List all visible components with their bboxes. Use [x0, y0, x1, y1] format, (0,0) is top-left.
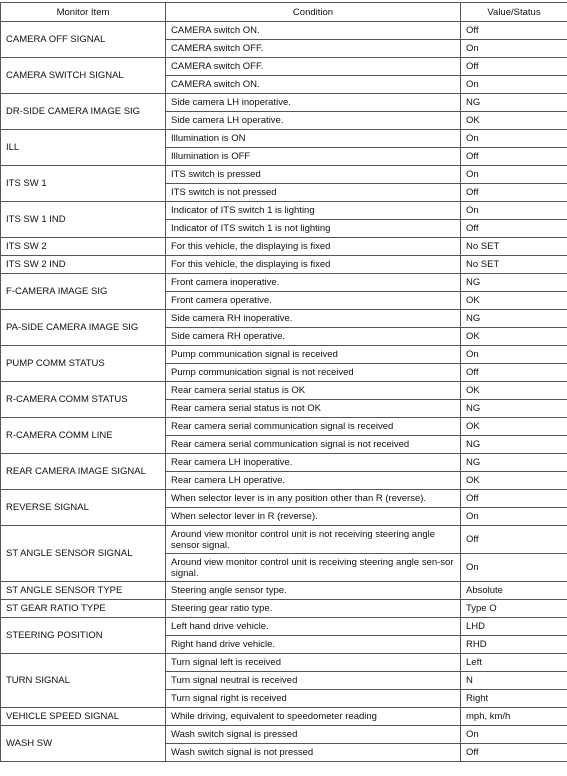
- table-row: [1, 708, 567, 726]
- value-status-cell: On: [461, 76, 567, 94]
- monitor-item-cell: ITS SW 2: [1, 238, 166, 256]
- condition-cell: Right hand drive vehicle.: [166, 636, 461, 654]
- condition-cell: CAMERA switch OFF.: [166, 40, 461, 58]
- condition-cell: Side camera LH operative.: [166, 112, 461, 130]
- condition-cell: Around view monitor control unit is not receiving steering angle sensor signal.: [166, 526, 461, 554]
- condition-cell: ITS switch is not pressed: [166, 184, 461, 202]
- monitor-item-cell: CAMERA SWITCH SIGNAL: [1, 58, 166, 94]
- value-status-cell: NG: [461, 436, 567, 454]
- condition-cell: Pump communication signal is not received: [166, 364, 461, 382]
- condition-cell: CAMERA switch ON.: [166, 22, 461, 40]
- table-body: [1, 22, 567, 762]
- condition-cell: Rear camera serial status is OK: [166, 382, 461, 400]
- value-status-cell: LHD: [461, 618, 567, 636]
- header-monitor-item: Monitor Item: [1, 3, 166, 22]
- monitor-item-cell: F-CAMERA IMAGE SIG: [1, 274, 166, 310]
- value-status-cell: On: [461, 166, 567, 184]
- value-status-cell: Off: [461, 526, 567, 554]
- value-status-cell: OK: [461, 472, 567, 490]
- condition-cell: CAMERA switch OFF.: [166, 58, 461, 76]
- value-status-cell: OK: [461, 382, 567, 400]
- value-status-cell: Off: [461, 744, 567, 762]
- table-row: [1, 22, 567, 40]
- condition-cell: Front camera inoperative.: [166, 274, 461, 292]
- condition-cell: Pump communication signal is received: [166, 346, 461, 364]
- condition-cell: Rear camera LH operative.: [166, 472, 461, 490]
- table-row: [1, 274, 567, 292]
- table-row: [1, 94, 567, 112]
- value-status-cell: On: [461, 726, 567, 744]
- table-row: [1, 130, 567, 148]
- value-status-cell: On: [461, 202, 567, 220]
- monitor-item-cell: REVERSE SIGNAL: [1, 490, 166, 526]
- value-status-cell: NG: [461, 400, 567, 418]
- table-row: [1, 490, 567, 508]
- condition-cell: For this vehicle, the displaying is fixed: [166, 238, 461, 256]
- condition-cell: Front camera operative.: [166, 292, 461, 310]
- condition-cell: Wash switch signal is not pressed: [166, 744, 461, 762]
- value-status-cell: NG: [461, 454, 567, 472]
- value-status-cell: On: [461, 346, 567, 364]
- table-row: [1, 58, 567, 76]
- monitor-item-cell: STEERING POSITION: [1, 618, 166, 654]
- value-status-cell: Off: [461, 58, 567, 76]
- table-row: [1, 582, 567, 600]
- monitor-item-cell: DR-SIDE CAMERA IMAGE SIG: [1, 94, 166, 130]
- value-status-cell: Off: [461, 22, 567, 40]
- condition-cell: Rear camera serial communication signal is not received: [166, 436, 461, 454]
- condition-cell: When selector lever in R (reverse).: [166, 508, 461, 526]
- condition-cell: Steering gear ratio type.: [166, 600, 461, 618]
- condition-cell: Wash switch signal is pressed: [166, 726, 461, 744]
- monitor-item-cell: ST ANGLE SENSOR TYPE: [1, 582, 166, 600]
- value-status-cell: OK: [461, 418, 567, 436]
- condition-cell: Indicator of ITS switch 1 is not lighting: [166, 220, 461, 238]
- condition-cell: Rear camera serial communication signal is received: [166, 418, 461, 436]
- value-status-cell: Off: [461, 220, 567, 238]
- condition-cell: Illumination is OFF: [166, 148, 461, 166]
- value-status-cell: OK: [461, 112, 567, 130]
- monitor-item-cell: ITS SW 2 IND: [1, 256, 166, 274]
- monitor-item-cell: ST ANGLE SENSOR SIGNAL: [1, 526, 166, 582]
- condition-cell: Side camera RH operative.: [166, 328, 461, 346]
- condition-cell: CAMERA switch ON.: [166, 76, 461, 94]
- table-header-row: [1, 3, 567, 22]
- condition-cell: When selector lever is in any position other than R (reverse).: [166, 490, 461, 508]
- condition-cell: Around view monitor control unit is receiving steering angle sen-sor signal.: [166, 554, 461, 582]
- monitor-item-cell: R-CAMERA COMM STATUS: [1, 382, 166, 418]
- condition-cell: Indicator of ITS switch 1 is lighting: [166, 202, 461, 220]
- table-row: [1, 310, 567, 328]
- table-row: [1, 654, 567, 672]
- monitor-item-cell: ILL: [1, 130, 166, 166]
- value-status-cell: Absolute: [461, 582, 567, 600]
- monitor-item-cell: ITS SW 1: [1, 166, 166, 202]
- table-row: [1, 238, 567, 256]
- condition-cell: Side camera LH inoperative.: [166, 94, 461, 112]
- monitor-item-cell: R-CAMERA COMM LINE: [1, 418, 166, 454]
- monitor-item-cell: CAMERA OFF SIGNAL: [1, 22, 166, 58]
- condition-cell: Illumination is ON: [166, 130, 461, 148]
- value-status-cell: Off: [461, 490, 567, 508]
- condition-cell: For this vehicle, the displaying is fixed: [166, 256, 461, 274]
- table-row: [1, 454, 567, 472]
- table-row: [1, 256, 567, 274]
- condition-cell: Turn signal neutral is received: [166, 672, 461, 690]
- condition-cell: Rear camera LH inoperative.: [166, 454, 461, 472]
- condition-cell: Turn signal right is received: [166, 690, 461, 708]
- table-row: [1, 166, 567, 184]
- value-status-cell: Type O: [461, 600, 567, 618]
- condition-cell: Turn signal left is received: [166, 654, 461, 672]
- monitor-item-cell: ITS SW 1 IND: [1, 202, 166, 238]
- condition-cell: Side camera RH inoperative.: [166, 310, 461, 328]
- table-row: [1, 526, 567, 554]
- value-status-cell: N: [461, 672, 567, 690]
- monitor-item-cell: ST GEAR RATIO TYPE: [1, 600, 166, 618]
- value-status-cell: RHD: [461, 636, 567, 654]
- condition-cell: ITS switch is pressed: [166, 166, 461, 184]
- table-row: [1, 346, 567, 364]
- monitor-item-table: [0, 2, 567, 762]
- monitor-item-cell: VEHICLE SPEED SIGNAL: [1, 708, 166, 726]
- value-status-cell: Off: [461, 364, 567, 382]
- value-status-cell: No SET: [461, 238, 567, 256]
- value-status-cell: OK: [461, 328, 567, 346]
- header-condition: Condition: [166, 3, 461, 22]
- value-status-cell: On: [461, 508, 567, 526]
- condition-cell: Left hand drive vehicle.: [166, 618, 461, 636]
- value-status-cell: On: [461, 130, 567, 148]
- table-row: [1, 600, 567, 618]
- table-row: [1, 202, 567, 220]
- monitor-item-cell: REAR CAMERA IMAGE SIGNAL: [1, 454, 166, 490]
- condition-cell: While driving, equivalent to speedometer reading: [166, 708, 461, 726]
- condition-cell: Steering angle sensor type.: [166, 582, 461, 600]
- monitor-item-cell: PA-SIDE CAMERA IMAGE SIG: [1, 310, 166, 346]
- value-status-cell: NG: [461, 94, 567, 112]
- value-status-cell: Off: [461, 148, 567, 166]
- table-row: [1, 382, 567, 400]
- value-status-cell: NG: [461, 274, 567, 292]
- value-status-cell: NG: [461, 310, 567, 328]
- value-status-cell: On: [461, 554, 567, 582]
- value-status-cell: On: [461, 40, 567, 58]
- monitor-item-cell: TURN SIGNAL: [1, 654, 166, 708]
- value-status-cell: No SET: [461, 256, 567, 274]
- monitor-item-cell: WASH SW: [1, 726, 166, 762]
- header-value-status: Value/Status: [461, 3, 567, 22]
- table-row: [1, 618, 567, 636]
- condition-cell: Rear camera serial status is not OK: [166, 400, 461, 418]
- value-status-cell: Off: [461, 184, 567, 202]
- table-row: [1, 418, 567, 436]
- monitor-item-cell: PUMP COMM STATUS: [1, 346, 166, 382]
- value-status-cell: mph, km/h: [461, 708, 567, 726]
- value-status-cell: Right: [461, 690, 567, 708]
- value-status-cell: Left: [461, 654, 567, 672]
- value-status-cell: OK: [461, 292, 567, 310]
- table-row: [1, 726, 567, 744]
